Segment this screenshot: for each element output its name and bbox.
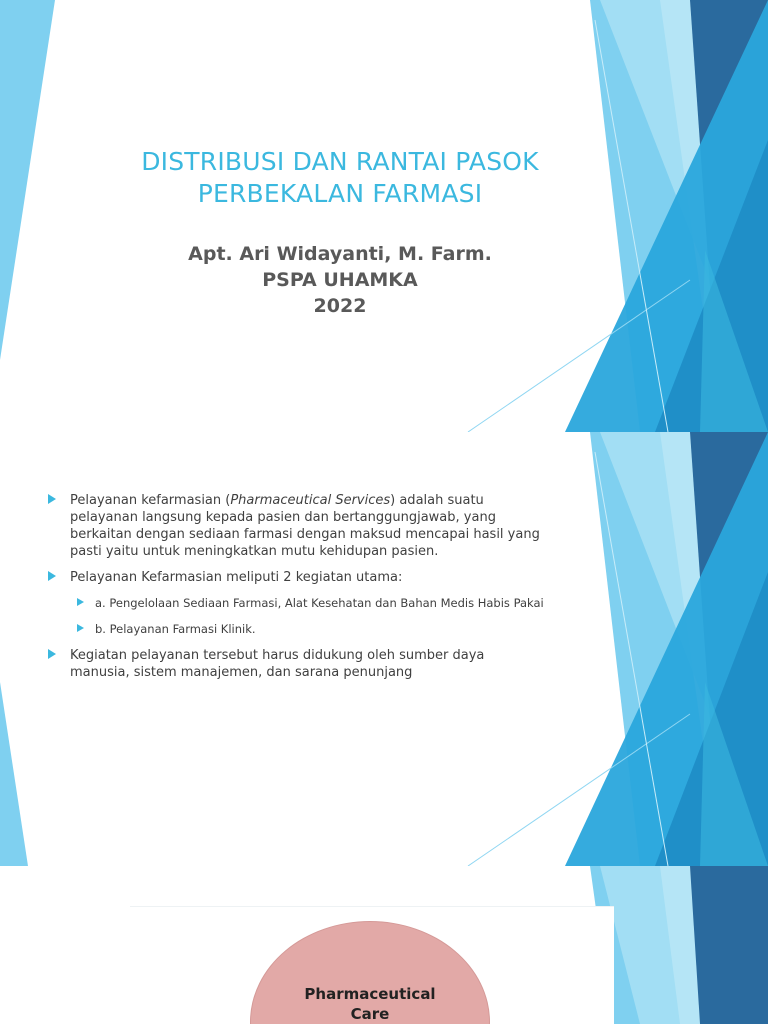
arrow-bullet-icon <box>77 624 84 632</box>
italic-term: Pharmaceutical Services <box>230 493 391 508</box>
diagram-slide <box>0 866 768 1024</box>
title-slide <box>0 0 768 432</box>
arrow-bullet-icon <box>48 649 56 659</box>
title-line-1: DISTRIBUSI DAN RANTAI PASOK <box>141 147 539 176</box>
circle-label: Pharmaceutical Care <box>304 985 436 1023</box>
arrow-bullet-icon <box>77 598 84 606</box>
pharmaceutical-care-circle <box>250 921 490 1024</box>
bullet-item: Pelayanan kefarmasian (Pharmaceutical Services) adalah suatu pelayanan langsung kepada pasien dan bertanggungjawab, yang berkaitan dengan sediaan farmasi dengan maksud mencapai hasil yang pasti yaitu untuk meningkatkan mutu kehidupan pasien. <box>48 492 548 560</box>
presentation-title <box>130 146 550 210</box>
bullet-item: Pelayanan Kefarmasian meliputi 2 kegiatan utama: <box>48 569 548 586</box>
slide-decoration <box>0 0 768 432</box>
presentation-subtitle <box>130 241 550 319</box>
sub-bullet-item: a. Pengelolaan Sediaan Farmasi, Alat Kesehatan dan Bahan Medis Habis Pakai <box>48 595 548 612</box>
content-slide <box>0 432 768 866</box>
institution-name: PSPA UHAMKA <box>262 269 418 291</box>
diagram-card <box>130 906 614 1024</box>
title-line-2: PERBEKALAN FARMASI <box>197 179 483 208</box>
bullet-item: Kegiatan pelayanan tersebut harus didukung oleh sumber daya manusia, sistem manajemen, dan sarana penunjang <box>48 647 548 681</box>
sub-bullet-item: b. Pelayanan Farmasi Klinik. <box>48 621 548 638</box>
bullet-list <box>48 492 548 690</box>
arrow-bullet-icon <box>48 571 56 581</box>
author-name: Apt. Ari Widayanti, M. Farm. <box>188 243 492 265</box>
year: 2022 <box>313 295 367 317</box>
arrow-bullet-icon <box>48 494 56 504</box>
